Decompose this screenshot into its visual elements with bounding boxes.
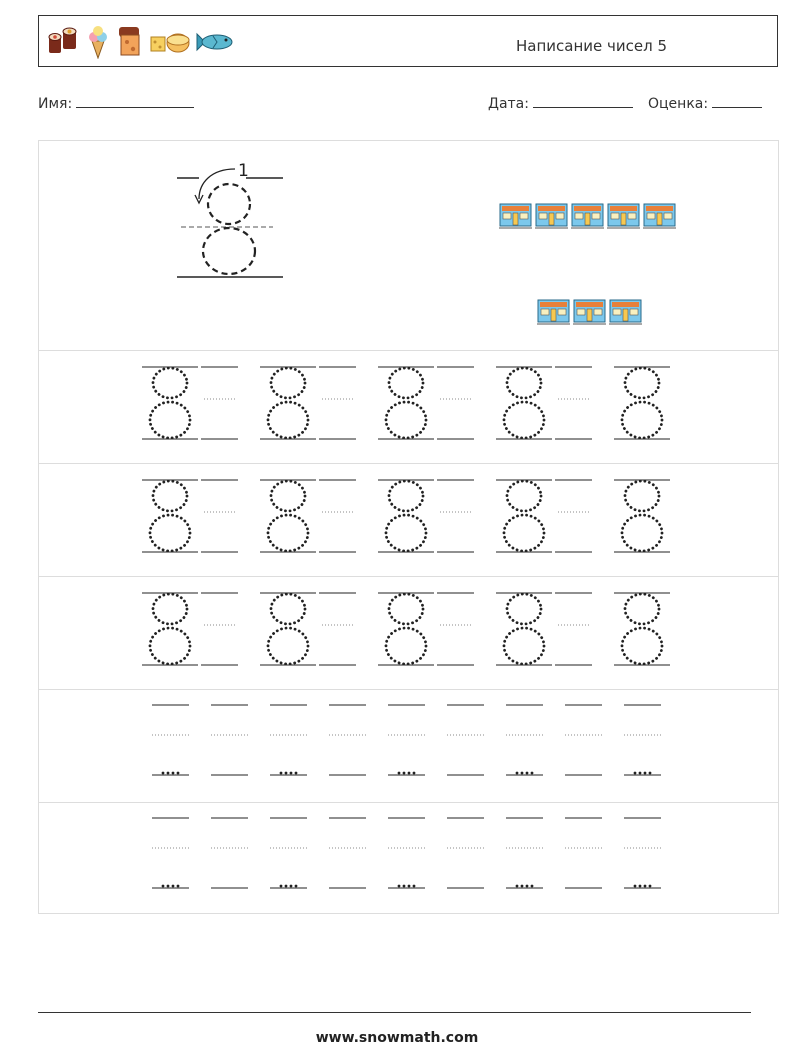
- start-dot: [285, 885, 288, 888]
- start-dot: [408, 772, 411, 775]
- dotted-digit-8-top: [271, 594, 305, 624]
- start-dot: [290, 885, 293, 888]
- start-dot: [177, 885, 180, 888]
- start-dot: [639, 885, 642, 888]
- start-dot: [634, 772, 637, 775]
- dotted-digit-8-bottom: [268, 402, 308, 438]
- start-dot: [526, 772, 529, 775]
- shop-icon: [609, 299, 642, 325]
- date-field[interactable]: [488, 95, 633, 112]
- dotted-digit-8-bottom: [150, 515, 190, 551]
- dotted-digit-8-top: [271, 368, 305, 398]
- start-dot: [644, 772, 647, 775]
- start-dot: [413, 772, 416, 775]
- practice-row[interactable]: [39, 689, 778, 802]
- shop-icon: [643, 203, 676, 229]
- dotted-digit-8-bottom: [504, 628, 544, 664]
- dotted-digit-8-top: [389, 594, 423, 624]
- name-field[interactable]: [38, 95, 194, 112]
- start-dot: [413, 885, 416, 888]
- grade-line[interactable]: [712, 95, 762, 108]
- start-dot: [649, 885, 652, 888]
- shop-icon: [499, 203, 532, 229]
- practice-row[interactable]: [39, 350, 778, 463]
- header-box: [38, 15, 778, 67]
- dotted-digit-8-bottom: [504, 515, 544, 551]
- name-label: Имя:: [38, 96, 73, 112]
- start-dot: [167, 772, 170, 775]
- dotted-digit-8-top: [389, 368, 423, 398]
- count-icons: [39, 141, 778, 351]
- stroke-number: 1: [238, 161, 249, 181]
- shop-icon: [535, 203, 568, 229]
- dotted-digit-8-top: [153, 368, 187, 398]
- start-dot: [531, 885, 534, 888]
- start-dot: [172, 772, 175, 775]
- start-dot: [167, 885, 170, 888]
- cheese-wheel-icon: [149, 29, 191, 55]
- dotted-digit-8-bottom: [504, 402, 544, 438]
- start-dot: [290, 772, 293, 775]
- dotted-digit-8-bottom: [268, 628, 308, 664]
- date-line[interactable]: [533, 95, 633, 108]
- shop-icon: [607, 203, 640, 229]
- start-dot: [295, 772, 298, 775]
- start-dot: [639, 772, 642, 775]
- start-dot: [516, 885, 519, 888]
- sushi-rolls-icon: [47, 27, 81, 57]
- footer-divider: [38, 1012, 751, 1013]
- dotted-digit-8-top: [271, 481, 305, 511]
- dotted-digit-8-top: [153, 594, 187, 624]
- start-dot: [521, 885, 524, 888]
- start-dot: [521, 772, 524, 775]
- dotted-digit-8-bottom: [268, 515, 308, 551]
- dotted-digit-8-top: [153, 481, 187, 511]
- ice-cream-icon: [85, 25, 111, 59]
- date-label: Дата:: [488, 96, 529, 112]
- start-dot: [644, 885, 647, 888]
- start-dot: [634, 885, 637, 888]
- dotted-digit-8-bottom: [150, 628, 190, 664]
- header-icons: [47, 24, 235, 60]
- cheese-slice-icon: [115, 25, 145, 59]
- dotted-digit-8-bottom: [622, 402, 662, 438]
- start-dot: [526, 885, 529, 888]
- dotted-digit-8-top: [507, 481, 541, 511]
- dotted-digit-8-bottom: [622, 628, 662, 664]
- start-dot: [403, 885, 406, 888]
- start-dot: [172, 885, 175, 888]
- grade-label: Оценка:: [648, 96, 709, 112]
- start-dot: [295, 885, 298, 888]
- start-dot: [403, 772, 406, 775]
- worksheet: [38, 140, 779, 914]
- practice-row[interactable]: [39, 802, 778, 915]
- start-dot: [285, 772, 288, 775]
- shop-icon: [571, 203, 604, 229]
- page-title: Написание чисел 5: [515, 37, 667, 55]
- dotted-digit-8-top: [625, 368, 659, 398]
- start-dot: [177, 772, 180, 775]
- dotted-digit-8-top: [625, 594, 659, 624]
- dotted-digit-8-top: [507, 368, 541, 398]
- practice-row[interactable]: [39, 576, 778, 689]
- start-dot: [516, 772, 519, 775]
- start-dot: [162, 772, 165, 775]
- grade-field[interactable]: [648, 95, 762, 112]
- start-dot: [398, 885, 401, 888]
- dotted-digit-8-bottom: [386, 628, 426, 664]
- dotted-digit-8-bottom: [150, 402, 190, 438]
- start-dot: [162, 885, 165, 888]
- shop-icon: [573, 299, 606, 325]
- start-dot: [280, 772, 283, 775]
- start-dot: [280, 885, 283, 888]
- start-dot: [531, 772, 534, 775]
- start-dot: [408, 885, 411, 888]
- dotted-digit-8-top: [625, 481, 659, 511]
- fish-icon: [195, 30, 235, 54]
- dotted-digit-8-top: [507, 594, 541, 624]
- dotted-digit-8-bottom: [622, 515, 662, 551]
- practice-row[interactable]: [39, 463, 778, 576]
- dotted-digit-8-top: [389, 481, 423, 511]
- dotted-digit-8-bottom: [386, 402, 426, 438]
- name-line[interactable]: [76, 95, 194, 108]
- start-dot: [398, 772, 401, 775]
- shop-icon: [537, 299, 570, 325]
- footer-url[interactable]: www.snowmath.com: [315, 1030, 479, 1046]
- start-dot: [649, 772, 652, 775]
- dotted-digit-8-bottom: [386, 515, 426, 551]
